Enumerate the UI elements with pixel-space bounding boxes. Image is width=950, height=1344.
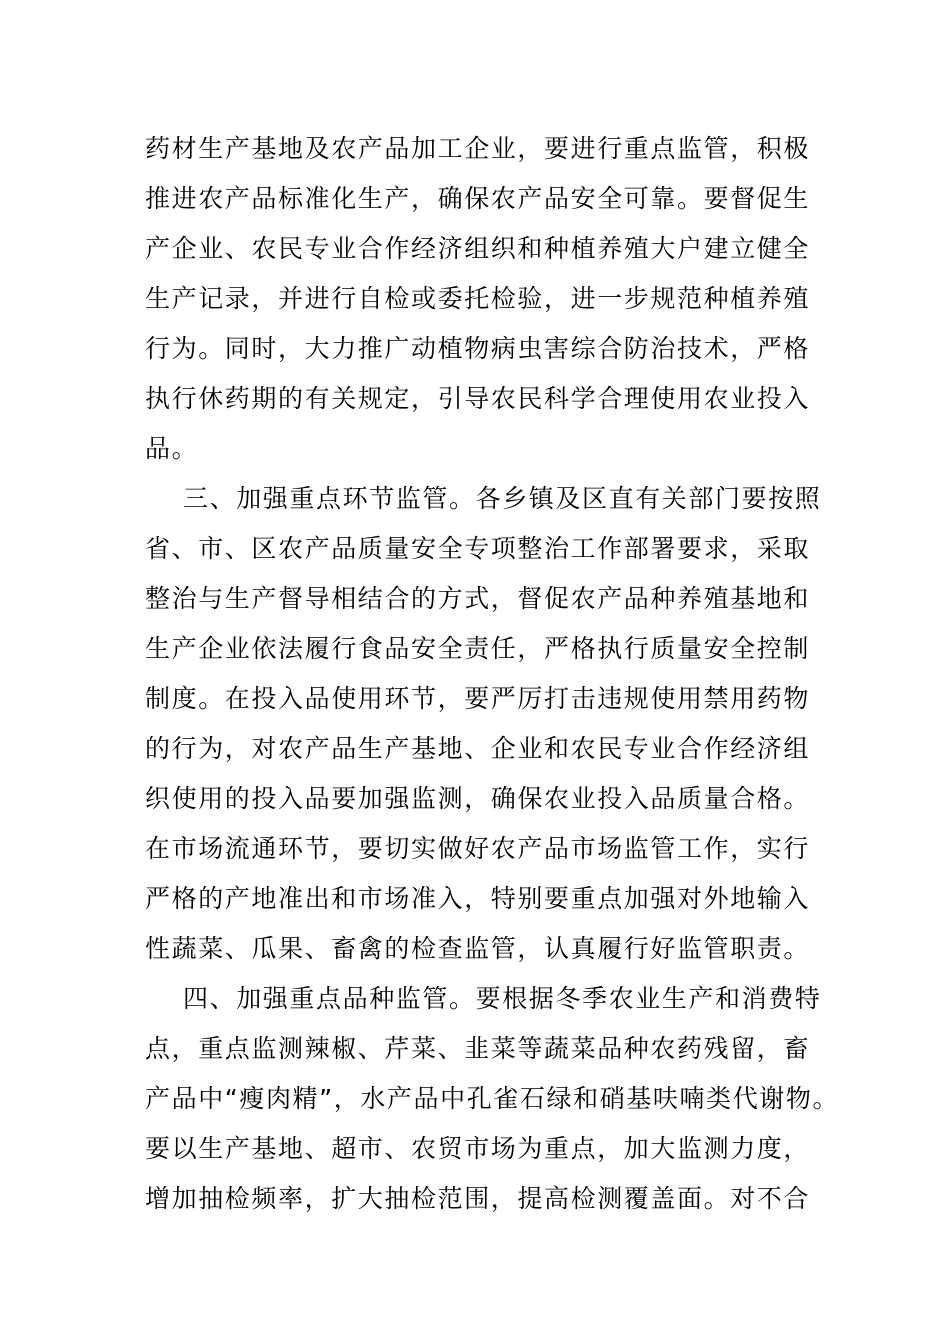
text-line: 织使用的投入品要加强监测，确保农业投入品质量合格。 [145,784,811,813]
text-line: 增加抽检频率，扩大抽检范围，提高检测覆盖面。对不合 [145,1184,811,1213]
text-line: 要以生产基地、超市、农贸市场为重点，加大监测力度， [145,1134,811,1163]
text-line: 药材生产基地及农产品加工企业，要进行重点监管，积极 [145,134,811,163]
text-line: 点，重点监测辣椒、芹菜、韭菜等蔬菜品种农药残留，畜 [145,1034,811,1063]
paragraph-start-line: 三、加强重点环节监管。各乡镇及区直有关部门要按照 [183,484,822,513]
text-line: 性蔬菜、瓜果、畜禽的检查监管，认真履行好监管职责。 [145,934,811,963]
text-line: 产企业、农民专业合作经济组织和种植养殖大户建立健全 [145,234,811,263]
text-line: 推进农产品标准化生产，确保农产品安全可靠。要督促生 [145,184,811,213]
paragraph-start-line: 四、加强重点品种监管。要根据冬季农业生产和消费特 [183,984,822,1013]
text-line: 严格的产地准出和市场准入，特别要重点加强对外地输入 [145,884,811,913]
text-line: 产品中“瘦肉精”，水产品中孔雀石绿和硝基呋喃类代谢物。 [145,1084,840,1113]
text-line: 省、市、区农产品质量安全专项整治工作部署要求，采取 [145,534,811,563]
text-line: 行为。同时，大力推广动植物病虫害综合防治技术，严格 [145,334,811,363]
text-line: 生产企业依法履行食品安全责任，严格执行质量安全控制 [145,634,811,663]
text-line: 整治与生产督导相结合的方式，督促农产品种养殖基地和 [145,584,811,613]
text-line: 在市场流通环节，要切实做好农产品市场监管工作，实行 [145,834,811,863]
body-text [145,124,840,1224]
text-line: 品。 [145,434,199,463]
text-line: 生产记录，并进行自检或委托检验，进一步规范种植养殖 [145,284,811,313]
text-line: 的行为，对农产品生产基地、企业和农民专业合作经济组 [145,734,811,763]
text-line: 制度。在投入品使用环节，要严厉打击违规使用禁用药物 [145,684,811,713]
text-line: 执行休药期的有关规定，引导农民科学合理使用农业投入 [145,384,811,413]
